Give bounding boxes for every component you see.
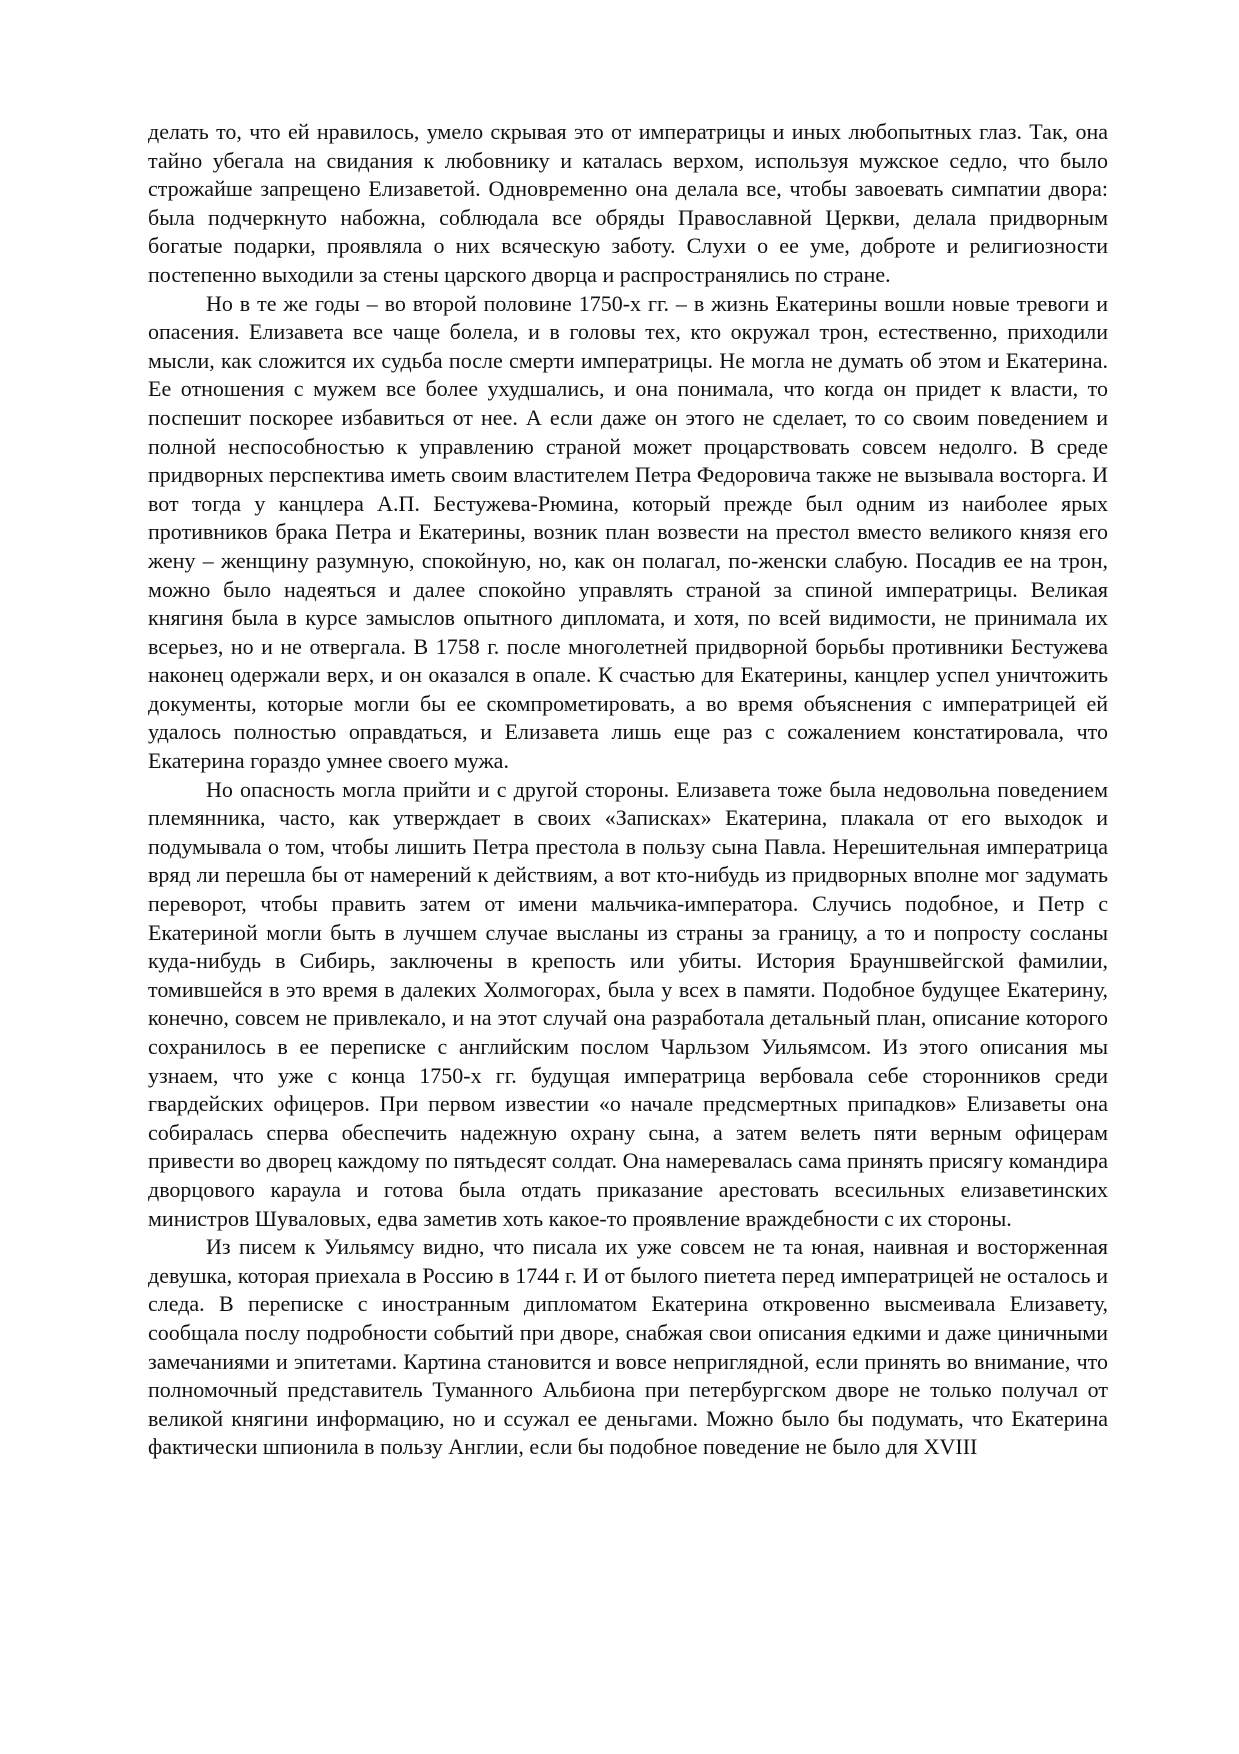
paragraph-3: Но опасность могла прийти и с другой стороны. Елизавета тоже была недовольна поведением племянника, часто, как утверждает в своих «Записках» Екатерина, плакала от его выходок и подумывала о том, чтобы лишить Петра престола в пользу сына Павла. Нерешительная императрица вряд ли перешла бы от намерений к действиям, а вот кто-нибудь из придворных вполне мог задумать переворот, чтобы править затем от имени мальчика-императора. Случись подобное, и Петр с Екатериной могли быть в лучшем случае высланы из страны за границу, а то и попросту сосланы куда-нибудь в Сибирь, заключены в крепость или убиты. История Брауншвейгской фамилии, томившейся в это время в далеких Холмогорах, была у всех в памяти. Подобное будущее Екатерину, конечно, совсем не привлекало, и на этот случай она разработала детальный план, описание которого сохранилось в ее переписке с английским послом Чарльзом Уильямсом. Из этого описания мы узнаем, что уже с конца 1750-х гг. будущая императрица вербовала себе сторонников среди гвардейских офицеров. При первом известии «о начале предсмертных припадков» Елизаветы она собиралась сперва обеспечить надежную охрану сына, а затем велеть пяти верным офицерам привести во дворец каждому по пятьдесят солдат. Она намеревалась сама принять присягу командира дворцового караула и готова была отдать приказание арестовать всесильных елизаветинских министров Шуваловых, едва заметив хоть какое-то проявление враждебности с их стороны. [148, 776, 1108, 1231]
paragraph-1: делать то, что ей нравилось, умело скрывая это от императрицы и иных любопытных глаз. Так, она тайно убегала на свидания к любовнику и каталась верхом, используя мужское седло, что было строжайше запрещено Елизаветой. Одновременно она делала все, чтобы завоевать симпатии двора: была подчеркнуто набожна, соблюдала все обряды Православной Церкви, делала придворным богатые подарки, проявляла о них всяческую заботу. Слухи о ее уме, доброте и религиозности постепенно выходили за стены царского дворца и распространялись по стране. [148, 119, 1108, 287]
paragraph-4: Из писем к Уильямсу видно, что писала их уже совсем не та юная, наивная и восторженная девушка, которая приехала в Россию в 1744 г. И от былого пиетета перед императрицей не осталось и следа. В переписке с иностранным дипломатом Екатерина откровенно высмеивала Елизавету, сообщала послу подробности событий при дворе, снабжая свои описания едкими и даже циничными замечаниями и эпитетами. Картина становится и вовсе неприглядной, если принять во внимание, что полномочный представитель Туманного Альбиона при петербургском дворе не только получал от великой княгини информацию, но и ссужал ее деньгами. Можно было бы подумать, что Екатерина фактически шпионила в пользу Англии, если бы подобное поведение не было для XVIII [148, 1234, 1108, 1460]
paragraph-2: Но в те же годы – во второй половине 1750-х гг. – в жизнь Екатерины вошли новые тревоги и опасения. Елизавета все чаще болела, и в головы тех, кто окружал трон, естественно, приходили мысли, как сложится их судьба после смерти императрицы. Не могла не думать об этом и Екатерина. Ее отношения с мужем все более ухудшались, и она понимала, что когда он придет к власти, то поспешит поскорее избавиться от нее. А если даже он этого не сделает, то со своим поведением и полной неспособностью к управлению страной может процарствовать совсем недолго. В среде придворных перспектива иметь своим властителем Петра Федоровича также не вызывала восторга. И вот тогда у канцлера А.П. Бестужева-Рюмина, который прежде был одним из наиболее ярых противников брака Петра и Екатерины, возник план возвести на престол вместо великого князя его жену – женщину разумную, спокойную, но, как он полагал, по-женски слабую. Посадив ее на трон, можно было надеяться и далее спокойно управлять страной за спиной императрицы. Великая княгиня была в курсе замыслов опытного дипломата, и хотя, по всей видимости, не принимала их всерьез, но и не отвергала. В 1758 г. после многолетней придворной борьбы противники Бестужева наконец одержали верх, и он оказался в опале. К счастью для Екатерины, канцлер успел уничтожить документы, которые могли бы ее скомпрометировать, а во время объяснения с императрицей ей удалось полностью оправдаться, и Елизавета лишь еще раз с сожалением констатировала, что Екатерина гораздо умнее своего мужа. [148, 290, 1108, 774]
document-page [148, 118, 1108, 1462]
